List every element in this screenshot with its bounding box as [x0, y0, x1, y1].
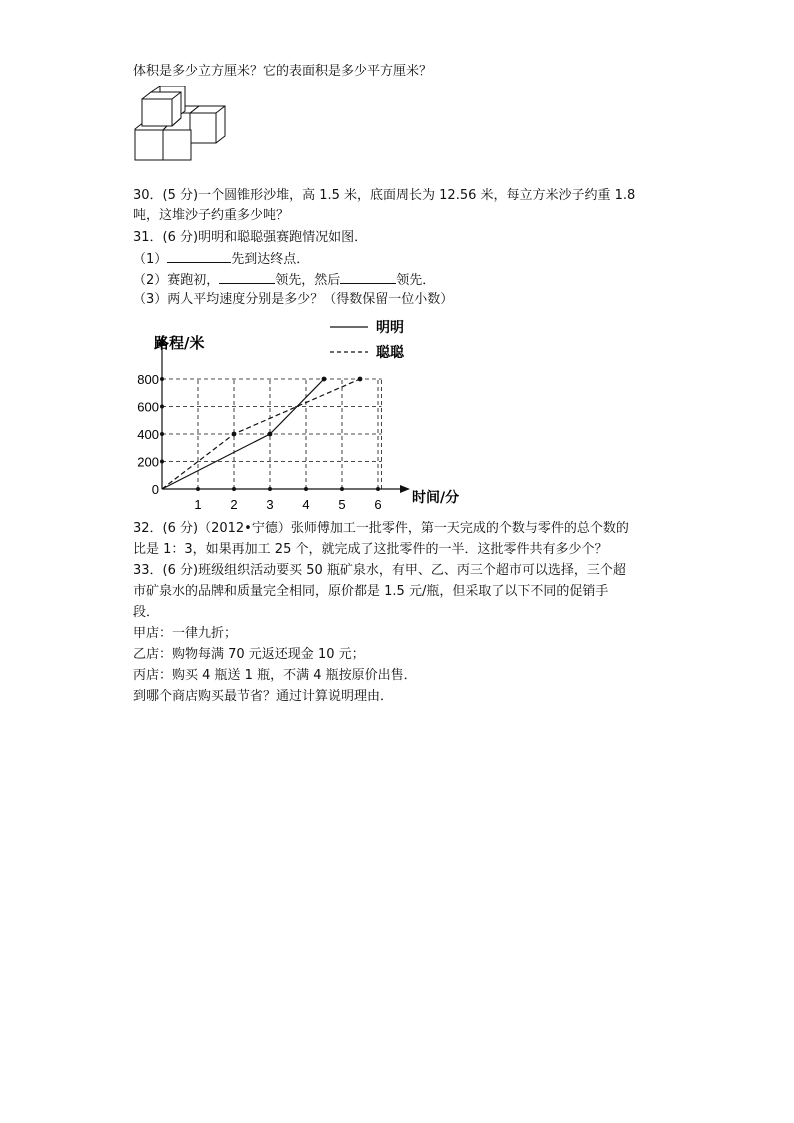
chart-ticks	[137, 334, 459, 510]
q31-p2-prefix: （2）赛跑初，	[133, 273, 220, 288]
chart-series	[162, 377, 362, 489]
answer-blank[interactable]	[167, 248, 231, 263]
y-tick-label: 200	[137, 454, 159, 470]
chart-axes	[158, 336, 410, 493]
x-tick-label: 1	[194, 497, 202, 510]
q33-shop-c: 丙店：购买 4 瓶送 1 瓶，不满 4 瓶按原价出售．	[133, 668, 417, 683]
y-tick-dot	[160, 377, 164, 381]
y-axis-label: 路程/米	[154, 334, 205, 352]
x-tick-dot	[196, 487, 200, 491]
series-point	[268, 432, 273, 437]
x-tick-dot	[340, 487, 344, 491]
q29-text: 体积是多少立方厘米？它的表面积是多少平方厘米？	[133, 64, 433, 79]
y-tick-label: 400	[137, 427, 159, 442]
series-point	[232, 432, 237, 437]
x-axis-arrow	[400, 485, 410, 493]
q31-p2-middle: 领先，然后	[275, 273, 341, 288]
y-tick-dot	[160, 460, 164, 464]
q31-part1	[133, 248, 309, 270]
q30-line2: 吨，这堆沙子约重多少吨？	[133, 208, 290, 223]
x-tick-label: 3	[266, 497, 274, 510]
x-tick-label: 4	[302, 497, 310, 510]
y-tick-label: 800	[137, 372, 159, 387]
y-tick-label: 0	[151, 482, 159, 497]
x-tick-dot	[232, 487, 236, 491]
stacked-cubes-figure	[133, 86, 233, 164]
x-tick-dot	[376, 487, 380, 491]
q31-p2-suffix: 领先．	[396, 273, 436, 288]
series-point	[322, 377, 327, 382]
legend-label: 聪聪	[376, 345, 404, 361]
series-point	[358, 377, 363, 382]
x-tick-dot	[268, 487, 272, 491]
x-tick-label: 2	[230, 497, 238, 510]
q31-part3: （3）两人平均速度分别是多少？（得数保留一位小数）	[133, 292, 454, 307]
q32-line2: 比是 1：3，如果再加工 25 个，就完成了这批零件的一半．这批零件共有多少个？	[133, 542, 608, 557]
q33-line1: 33．(6 分)班级组织活动要买 50 瓶矿泉水，有甲、乙、丙三个超市可以选择，三个超	[133, 563, 626, 578]
q31-part2	[133, 269, 435, 291]
q30-line1: 30．(5 分)一个圆锥形沙堆，高 1.5 米，底面周长为 12.56 米，每立方米沙子约重 1.8	[133, 188, 636, 203]
q33-question: 到哪个商店购买最节省？通过计算说明理由．	[133, 689, 394, 704]
y-tick-dot	[160, 432, 164, 436]
y-tick-dot	[160, 405, 164, 409]
x-axis-label: 时间/分	[412, 490, 460, 506]
legend-label: 明明	[376, 320, 404, 336]
chart-legend	[330, 320, 405, 361]
q33-line3: 段．	[133, 605, 160, 620]
q33-shop-a: 甲店：一律九折；	[133, 626, 238, 641]
x-tick-label: 5	[338, 497, 346, 510]
q31-stem: 31．(6 分)明明和聪聪强赛跑情况如图．	[133, 230, 368, 245]
x-tick-dot	[304, 487, 308, 491]
x-tick-label: 6	[374, 497, 382, 510]
answer-blank[interactable]	[340, 269, 396, 284]
y-tick-label: 600	[137, 399, 159, 415]
q33-line2: 市矿泉水的品牌和质量完全相同，原价都是 1.5 元/瓶，但采取了以下不同的促销手	[133, 584, 609, 599]
q31-p1-prefix: （1）	[133, 252, 168, 267]
q31-p1-suffix: 先到达终点．	[231, 252, 310, 267]
q33-shop-b: 乙店：购物每满 70 元返还现金 10 元；	[133, 647, 365, 662]
q32-line1: 32．(6 分)（2012•宁德）张师傅加工一批零件，第一天完成的个数与零件的总个数的	[133, 521, 629, 536]
race-chart	[130, 316, 470, 510]
answer-blank[interactable]	[219, 269, 275, 284]
